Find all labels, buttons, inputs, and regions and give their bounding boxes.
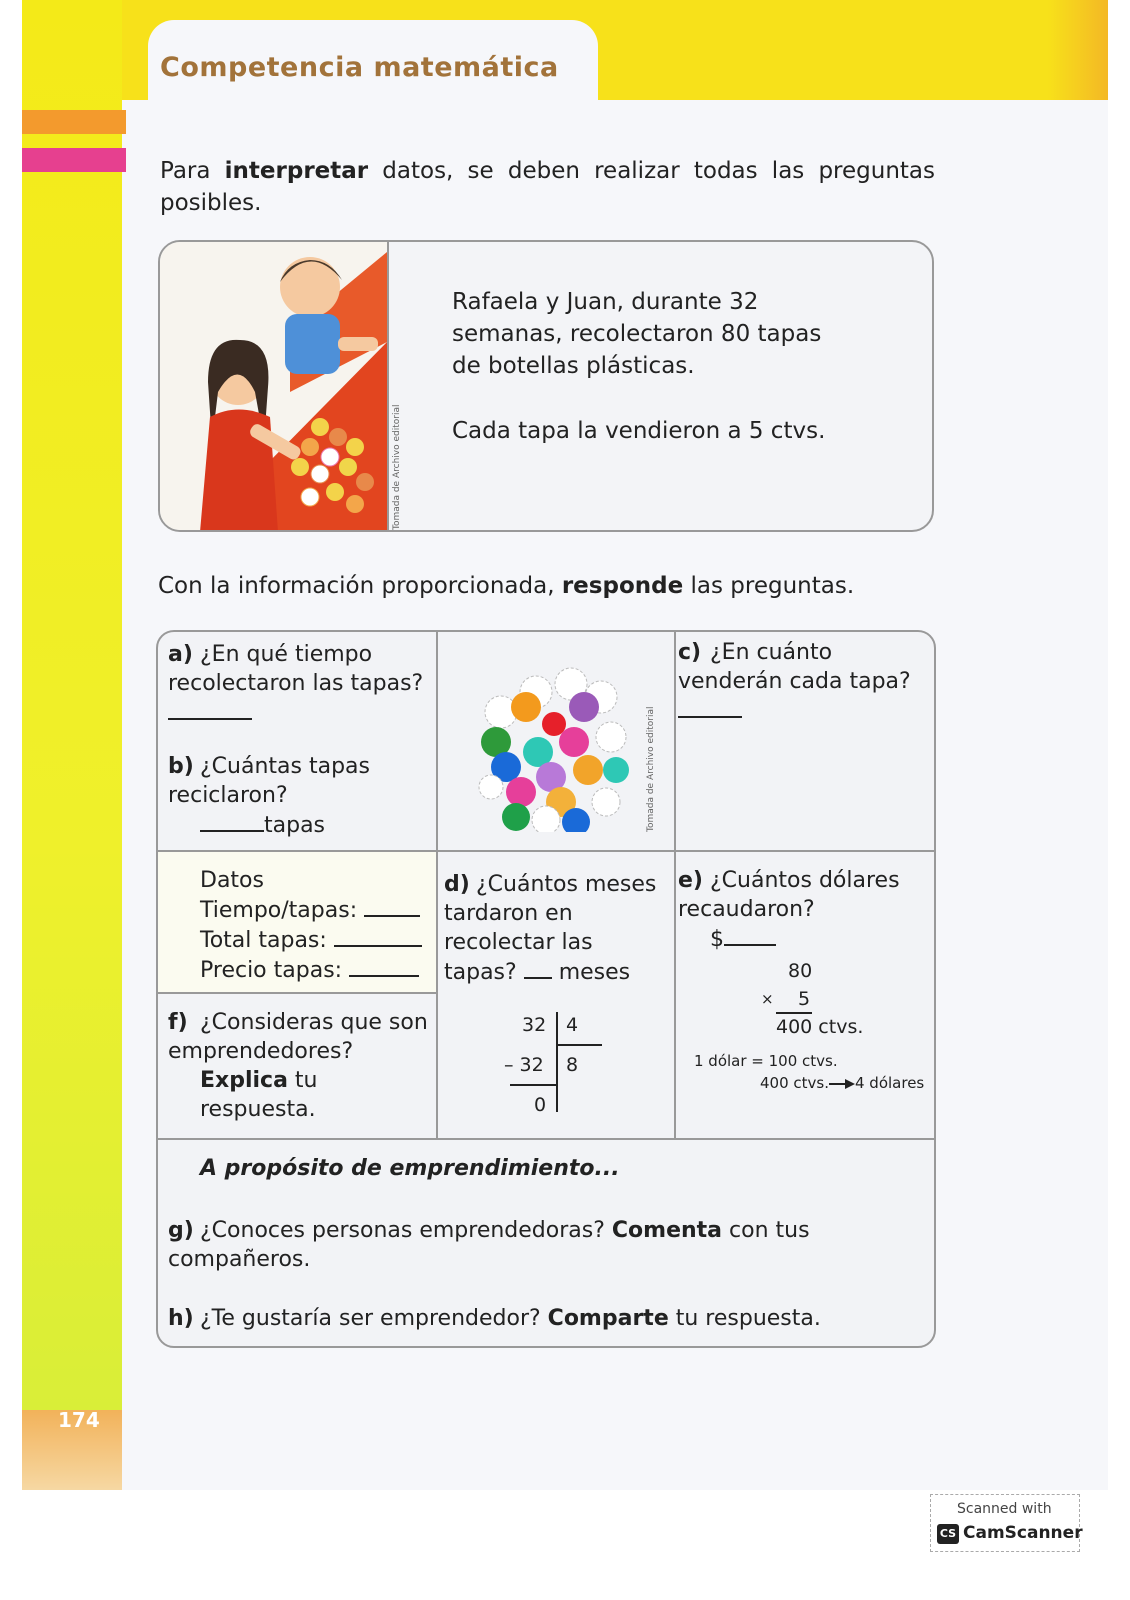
camscanner-badge [930,1494,1083,1552]
questions-grid [156,630,936,1348]
children-illustration [160,242,387,532]
div-remainder: 0 [534,1094,547,1116]
div-vertical-line [556,1012,558,1112]
story-line-2: Cada tapa la vendieron a 5 ctvs. [452,418,826,444]
datos-precio-blank[interactable] [349,955,419,977]
question-e: e) ¿Cuántos dólares recaudaron? $ [678,868,900,952]
story-text [452,286,852,447]
datos-total-blank[interactable] [334,925,422,947]
mult-result: 400 ctvs. [776,1016,864,1038]
answer-c-blank[interactable] [678,696,742,718]
caps-credit: Tomada de Archivo editorial [646,706,656,832]
page-number: 174 [58,1408,100,1432]
div-dividend: 32 [522,1014,547,1036]
question-c: c) ¿En cuánto venderán cada tapa? [678,638,928,726]
datos-box: Datos Tiempo/tapas: Total tapas: Precio tapas: [200,866,432,985]
datos-tiempo-blank[interactable] [364,895,420,917]
div-quotient: 8 [566,1054,579,1076]
answer-a-blank[interactable] [168,698,252,720]
question-a: a) ¿En qué tiempo recolectaron las tapas? [168,640,430,728]
story-line-1: Rafaela y Juan, durante 32 semanas, recolectaron 80 tapas de botellas plásticas. [452,289,822,379]
question-f: f) ¿Consideras que son emprendedores? Explica tu respuesta. [168,1010,428,1122]
question-d: d) ¿Cuántos meses tardaron en recolectar las tapas? meses [444,872,657,985]
question-h: h) ¿Te gustaría ser emprendedor? Comparte tu respuesta. [168,1306,821,1331]
mult-op: × [761,990,774,1008]
grid-line [158,1138,936,1140]
answer-e-blank[interactable] [724,924,776,946]
bottle-caps-image [476,652,636,832]
pink-stripe [22,148,126,172]
intro-text: Para interpretar datos, se deben realizar todas las preguntas posibles. [160,158,935,216]
image-divider [387,242,389,532]
camscanner-name: CamScanner [963,1523,1083,1543]
scanned-with-text: Scanned with [957,1501,1052,1517]
grid-line [436,632,438,1140]
arrow-right-icon [829,1078,855,1090]
question-g: g) ¿Conoces personas emprendedoras? Comenta con tus compañeros. [168,1218,810,1272]
answer-d-blank[interactable] [524,957,552,979]
div-subtract-line [510,1084,556,1086]
mult-line [776,1012,812,1014]
datos-title: Datos [200,868,264,893]
instruction-text: Con la información proporcionada, responde las preguntas. [158,573,855,599]
conversion-note: 1 dólar = 100 ctvs. [694,1052,838,1070]
camscanner-logo-icon: CS [937,1524,959,1544]
story-box [158,240,934,532]
div-subtract: – 32 [504,1054,544,1076]
div-divisor-line [558,1044,602,1046]
question-b: b) ¿Cuántas tapas reciclaron? tapas [168,754,370,838]
conversion-result: 400 ctvs. 4 dólares [760,1074,925,1092]
page-title: Competencia matemática [160,52,559,83]
grid-line [158,992,436,994]
answer-b-blank[interactable] [200,810,264,832]
orange-stripe [22,110,126,134]
mult-top: 80 [788,960,813,982]
image-credit: Tomada de Archivo editorial [392,404,402,530]
div-divisor: 4 [566,1014,579,1036]
grid-line [674,632,676,1140]
grid-line [158,850,936,852]
section-title: A propósito de emprendimiento... [200,1156,620,1181]
mult-bottom: 5 [798,988,811,1010]
left-yellow-band [22,0,122,1410]
